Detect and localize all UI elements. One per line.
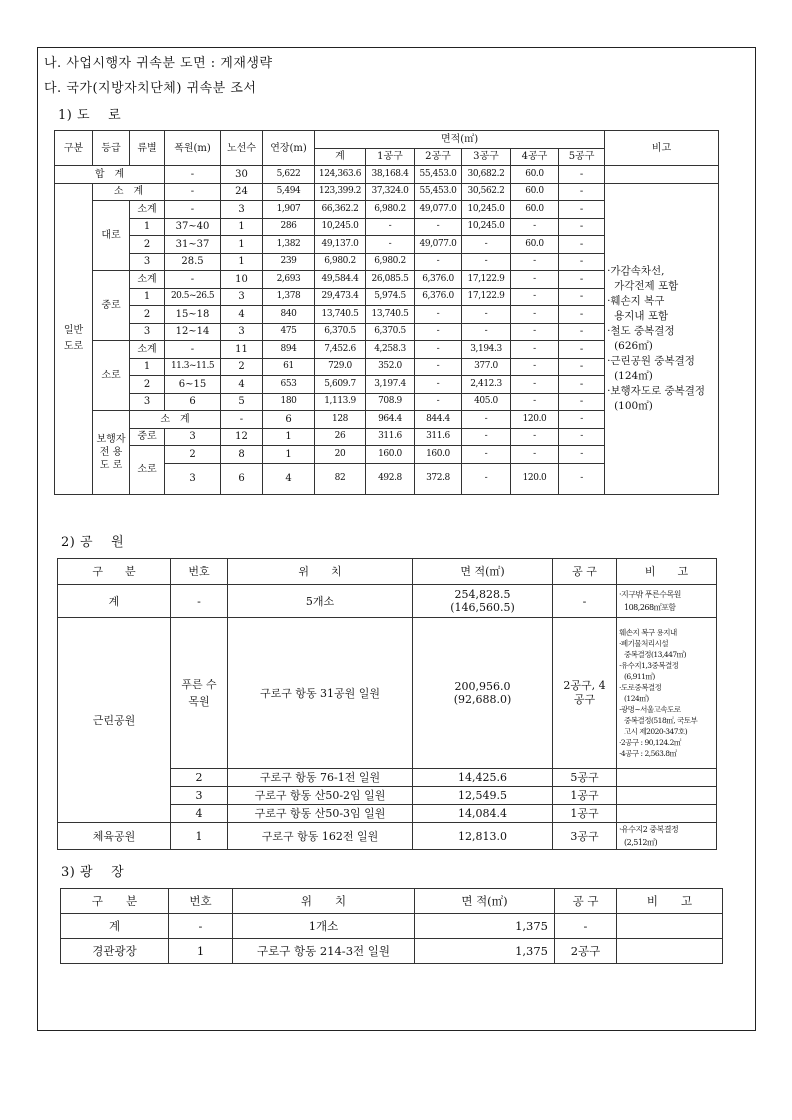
col-header: 1공구: [366, 148, 415, 166]
note-ilban: ·가감속차선, 가각전제 포함 ·훼손지 복구 용지내 포함 ·철도 중복결정 (626㎡) ·근린공원 중복결정 (124㎡) ·보행자도로 중복결정 (100㎡): [605, 183, 719, 494]
park-table: [57, 558, 717, 850]
col-header: 연장(m): [263, 131, 315, 166]
table-row: 중로 3 12 1 26 311.6 311.6 - - -: [55, 428, 719, 446]
heading-da: 다. 국가(지방자치단체) 귀속분 조서: [44, 81, 257, 96]
table-row: 계 - 5개소 254,828.5 (146,560.5) - ·지구밖 푸른수목원 108,268㎡포함: [58, 585, 717, 618]
table-row: 일반 도로 소 계 - 24 5,494 123,399.2 37,324.0 55,453.0 30,562.2 60.0 - ·가감속차선, 가각전제 포함 ·훼손지 복구 용지내 포함 ·철도 중복결정 (626㎡) ·근린공원 중복결정 (124㎡) ·보행자도로 중복결정 (100㎡): [55, 183, 719, 201]
col-header: 3공구: [462, 148, 511, 166]
table-header-row: 구 분 번호 위 치 면 적(㎡) 공 구 비 고: [58, 559, 717, 585]
plaza-table: [60, 888, 723, 964]
table-row: 2 31~37 1 1,382 49,137.0 - 49,077.0 - 60.0 -: [55, 236, 719, 254]
table-row: 중로 소계 - 10 2,693 49,584.4 26,085.5 6,376.0 17,122.9 - -: [55, 271, 719, 289]
table-header-row: 구 분 번호 위 치 면 적(㎡) 공 구 비 고: [61, 889, 723, 914]
table-row: 경관광장 1 구로구 항동 214-3전 일원 1,375 2공구: [61, 939, 723, 964]
table-row: 합 계 - 30 5,622 124,363.6 38,168.4 55,453.0 30,682.2 60.0 -: [55, 166, 719, 184]
col-header: 비고: [605, 131, 719, 166]
table-row: 3 28.5 1 239 6,980.2 6,980.2 - - - -: [55, 253, 719, 271]
table-row: 4 구로구 항동 산50-3임 일원 14,084.4 1공구: [58, 805, 717, 823]
group-label: 보행자 전 용 도 로: [93, 411, 130, 495]
table-row: 3 구로구 항동 산50-2임 일원 12,549.5 1공구: [58, 787, 717, 805]
table-row: 1 20.5~26.5 3 1,378 29,473.4 5,974.5 6,376.0 17,122.9 - -: [55, 288, 719, 306]
table-row: 3 12~14 3 475 6,370.5 6,370.5 - - - -: [55, 323, 719, 341]
table-row: 대로 소계 - 3 1,907 66,362.2 6,980.2 49,077.0 10,245.0 60.0 -: [55, 201, 719, 219]
table-row: 체육공원 1 구로구 항동 162전 일원 12,813.0 3공구 ·유수지2 중복결정 (2,512㎡): [58, 823, 717, 850]
section-road-title: 1) 도 로: [58, 108, 122, 123]
table-row: 2 구로구 항동 76-1전 일원 14,425.6 5공구: [58, 769, 717, 787]
table-row: 3 6 4 82 492.8 372.8 - 120.0 -: [55, 463, 719, 494]
col-header: 류별: [130, 131, 165, 166]
road-table: [54, 130, 719, 495]
col-header: 구분: [55, 131, 93, 166]
col-header: 폭원(m): [165, 131, 221, 166]
col-header: 노선수: [221, 131, 263, 166]
section-plaza-title: 3) 광 장: [61, 865, 125, 880]
col-header: 5공구: [559, 148, 605, 166]
group-label: 일반 도로: [55, 183, 93, 494]
heading-na: 나. 사업시행자 귀속분 도면 : 게재생략: [44, 56, 273, 71]
table-row: 근린공원 푸른 수목원 구로구 항동 31공원 일원 200,956.0 (92,688.0) 2공구, 4공구 훼손지 복구 용지내 ·폐기물처리시설 중복결정(13,447㎡) ·유수지1,3중복결정 (6,911㎡) ·도로중복결정 (124㎡) ·광명~서울고속도로 중복결정(518㎡, 국토부 고시 제2020-347호) ·2공구 : 90,124.2㎡ ·4공구 : 2,563.8㎡: [58, 618, 717, 769]
col-header: 2공구: [415, 148, 462, 166]
table-row: 2 6~15 4 653 5,609.7 3,197.4 - 2,412.3 - -: [55, 376, 719, 394]
table-row: 1 37~40 1 286 10,245.0 - - 10,245.0 - -: [55, 218, 719, 236]
table-row: 소로 소계 - 11 894 7,452.6 4,258.3 - 3,194.3 - -: [55, 341, 719, 359]
table-row: 3 6 5 180 1,113.9 708.9 - 405.0 - -: [55, 393, 719, 411]
table-row: 1 11.3~11.5 2 61 729.0 352.0 - 377.0 - -: [55, 358, 719, 376]
table-row: 보행자 전 용 도 로 소 계 - 6 128 964.4 844.4 - 120.0 -: [55, 411, 719, 429]
table-row: 소로 2 8 1 20 160.0 160.0 - - -: [55, 446, 719, 464]
col-header-area: 면적(㎡): [315, 131, 605, 149]
col-header: 4공구: [511, 148, 559, 166]
section-park-title: 2) 공 원: [61, 535, 125, 550]
table-row: 2 15~18 4 840 13,740.5 13,740.5 - - - -: [55, 306, 719, 324]
col-header: 계: [315, 148, 366, 166]
table-row: 계 - 1개소 1,375 -: [61, 914, 723, 939]
col-header: 등급: [93, 131, 130, 166]
